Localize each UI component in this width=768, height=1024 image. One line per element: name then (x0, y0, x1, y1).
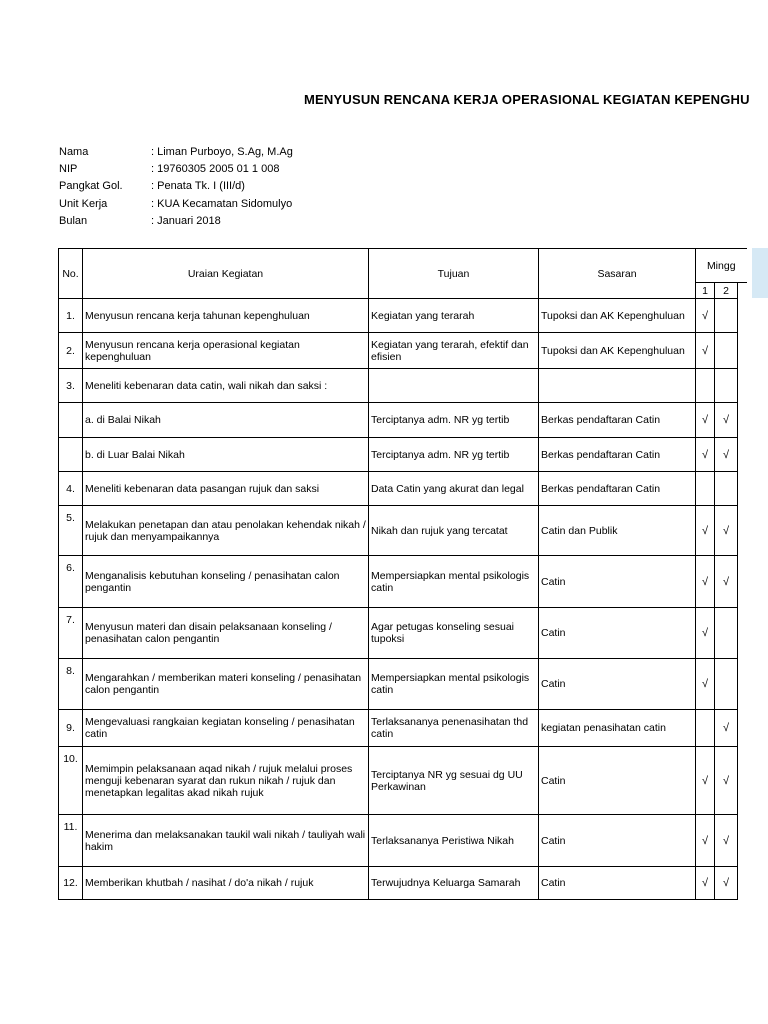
row-uraian: Memberikan khutbah / nasihat / do'a nikah / rujuk (83, 867, 369, 900)
header-sasaran: Sasaran (539, 249, 696, 299)
table-row (59, 556, 747, 608)
table-header-row (59, 249, 747, 283)
week-2-check (715, 608, 738, 659)
row-tujuan: Terlaksananya penenasihatan thd catin (369, 710, 539, 747)
row-number: 11. (59, 815, 83, 867)
row-tujuan: Kegiatan yang terarah (369, 299, 539, 333)
row-sasaran: Catin (539, 608, 696, 659)
week-2-check (715, 659, 738, 710)
overflow-cell (738, 403, 747, 438)
row-uraian: Menyusun materi dan disain pelaksanaan konseling / penasihatan calon pengantin (83, 608, 369, 659)
row-uraian: Meneliti kebenaran data pasangan rujuk dan saksi (83, 472, 369, 506)
row-sasaran: kegiatan penasihatan catin (539, 710, 696, 747)
week-2-check: √ (715, 710, 738, 747)
row-number: 8. (59, 659, 83, 710)
row-number: 10. (59, 747, 83, 815)
row-uraian: Mengevaluasi rangkaian kegiatan konseling / penasihatan catin (83, 710, 369, 747)
table-row (59, 867, 747, 900)
overflow-cell (738, 867, 747, 900)
row-number: 3. (59, 369, 83, 403)
row-tujuan: Mempersiapkan mental psikologis catin (369, 556, 539, 608)
week-2-check: √ (715, 747, 738, 815)
header-minggu: Mingg (696, 249, 747, 283)
overflow-cell (738, 659, 747, 710)
row-sasaran: Catin (539, 556, 696, 608)
row-number: 6. (59, 556, 83, 608)
week-2-check: √ (715, 506, 738, 556)
week-1-check: √ (696, 659, 715, 710)
row-sasaran: Tupoksi dan AK Kepenghuluan (539, 333, 696, 369)
header-no: No. (59, 249, 83, 299)
week-1-check: √ (696, 815, 715, 867)
week-1-check (696, 472, 715, 506)
week-1-check: √ (696, 299, 715, 333)
row-number: 5. (59, 506, 83, 556)
week-1-check: √ (696, 867, 715, 900)
overflow-cell (738, 608, 747, 659)
table-row (59, 472, 747, 506)
info-value: : Penata Tk. I (III/d) (151, 180, 245, 193)
week-1-check: √ (696, 608, 715, 659)
table-row (59, 710, 747, 747)
week-2-check (715, 472, 738, 506)
row-uraian: Menyusun rencana kerja operasional kegiatan kepenghuluan (83, 333, 369, 369)
row-uraian: Meneliti kebenaran data catin, wali nikah dan saksi : (83, 369, 369, 403)
week-2-check (715, 299, 738, 333)
table-row (59, 438, 747, 472)
info-label: NIP (59, 163, 78, 176)
row-tujuan: Terwujudnya Keluarga Samarah (369, 867, 539, 900)
row-uraian: Menyusun rencana kerja tahunan kepenghuluan (83, 299, 369, 333)
info-value: : Januari 2018 (151, 214, 221, 227)
week-1-check: √ (696, 556, 715, 608)
info-value: : Liman Purboyo, S.Ag, M.Ag (151, 146, 293, 158)
row-sasaran: Berkas pendaftaran Catin (539, 438, 696, 472)
week-2-check: √ (715, 403, 738, 438)
table-row (59, 403, 747, 438)
week-2-check: √ (715, 867, 738, 900)
table-row (59, 369, 747, 403)
table-row (59, 506, 747, 556)
row-sasaran (539, 369, 696, 403)
overflow-cell (738, 815, 747, 867)
overflow-cell (738, 710, 747, 747)
header-week-1: 1 (696, 283, 715, 299)
header-week-2: 2 (715, 283, 738, 299)
week-1-check: √ (696, 747, 715, 815)
selected-cell-highlight (752, 248, 768, 298)
row-uraian: Memimpin pelaksanaan aqad nikah / rujuk melalui proses menguji kebenaran syarat dan rukun nikah / rujuk dan menetapkan legalitas akad nikah rujuk (83, 747, 369, 815)
table-row (59, 333, 747, 369)
row-number: 1. (59, 299, 83, 333)
row-number (59, 438, 83, 472)
row-uraian: Menerima dan melaksanakan taukil wali nikah / tauliyah wali hakim (83, 815, 369, 867)
table-row (59, 659, 747, 710)
week-1-check: √ (696, 506, 715, 556)
overflow-cell (738, 472, 747, 506)
overflow-cell (738, 369, 747, 403)
week-2-check: √ (715, 815, 738, 867)
overflow-cell (738, 299, 747, 333)
info-label: Bulan (59, 214, 88, 227)
week-1-check: √ (696, 333, 715, 369)
row-number: 4. (59, 472, 83, 506)
info-value: : KUA Kecamatan Sidomulyo (151, 197, 293, 210)
row-sasaran: Catin (539, 747, 696, 815)
table-row (59, 747, 747, 815)
overflow-cell (738, 747, 747, 815)
week-2-check: √ (715, 438, 738, 472)
table-row (59, 299, 747, 333)
row-sasaran: Catin dan Publik (539, 506, 696, 556)
info-label: Nama (59, 146, 89, 158)
table-row (59, 815, 747, 867)
overflow-cell (738, 556, 747, 608)
row-sasaran: Catin (539, 867, 696, 900)
row-number: 12. (59, 867, 83, 900)
week-1-check: √ (696, 403, 715, 438)
row-uraian: b. di Luar Balai Nikah (83, 438, 369, 472)
row-sasaran: Berkas pendaftaran Catin (539, 472, 696, 506)
row-tujuan: Agar petugas konseling sesuai tupoksi (369, 608, 539, 659)
row-uraian: a. di Balai Nikah (83, 403, 369, 438)
header-uraian: Uraian Kegiatan (83, 249, 369, 299)
row-tujuan: Kegiatan yang terarah, efektif dan efisien (369, 333, 539, 369)
row-number: 9. (59, 710, 83, 747)
info-label: Pangkat Gol. (59, 180, 123, 193)
row-tujuan (369, 369, 539, 403)
week-1-check: √ (696, 438, 715, 472)
overflow-cell (738, 506, 747, 556)
row-uraian: Mengarahkan / memberikan materi konseling / penasihatan calon pengantin (83, 659, 369, 710)
row-tujuan: Terciptanya NR yg sesuai dg UU Perkawinan (369, 747, 539, 815)
row-number: 2. (59, 333, 83, 369)
row-number (59, 403, 83, 438)
week-2-check (715, 333, 738, 369)
week-2-check: √ (715, 556, 738, 608)
overflow-cell (738, 333, 747, 369)
activity-table (58, 248, 747, 900)
row-sasaran: Tupoksi dan AK Kepenghuluan (539, 299, 696, 333)
row-tujuan: Terciptanya adm. NR yg tertib (369, 403, 539, 438)
row-tujuan: Mempersiapkan mental psikologis catin (369, 659, 539, 710)
week-1-check (696, 710, 715, 747)
row-uraian: Menganalisis kebutuhan konseling / penasihatan calon pengantin (83, 556, 369, 608)
row-sasaran: Berkas pendaftaran Catin (539, 403, 696, 438)
row-tujuan: Data Catin yang akurat dan legal (369, 472, 539, 506)
overflow-cell (738, 438, 747, 472)
info-value: : 19760305 2005 01 1 008 (151, 163, 280, 176)
row-number: 7. (59, 608, 83, 659)
week-2-check (715, 369, 738, 403)
header-week-cut (738, 283, 747, 299)
table-row (59, 608, 747, 659)
week-1-check (696, 369, 715, 403)
document-title: MENYUSUN RENCANA KERJA OPERASIONAL KEGIATAN KEPENGHU (304, 92, 750, 107)
header-tujuan: Tujuan (369, 249, 539, 299)
row-uraian: Melakukan penetapan dan atau penolakan kehendak nikah / rujuk dan menyampaikannya (83, 506, 369, 556)
info-label: Unit Kerja (59, 197, 108, 210)
row-tujuan: Terlaksananya Peristiwa Nikah (369, 815, 539, 867)
row-tujuan: Terciptanya adm. NR yg tertib (369, 438, 539, 472)
row-tujuan: Nikah dan rujuk yang tercatat (369, 506, 539, 556)
row-sasaran: Catin (539, 815, 696, 867)
row-sasaran: Catin (539, 659, 696, 710)
